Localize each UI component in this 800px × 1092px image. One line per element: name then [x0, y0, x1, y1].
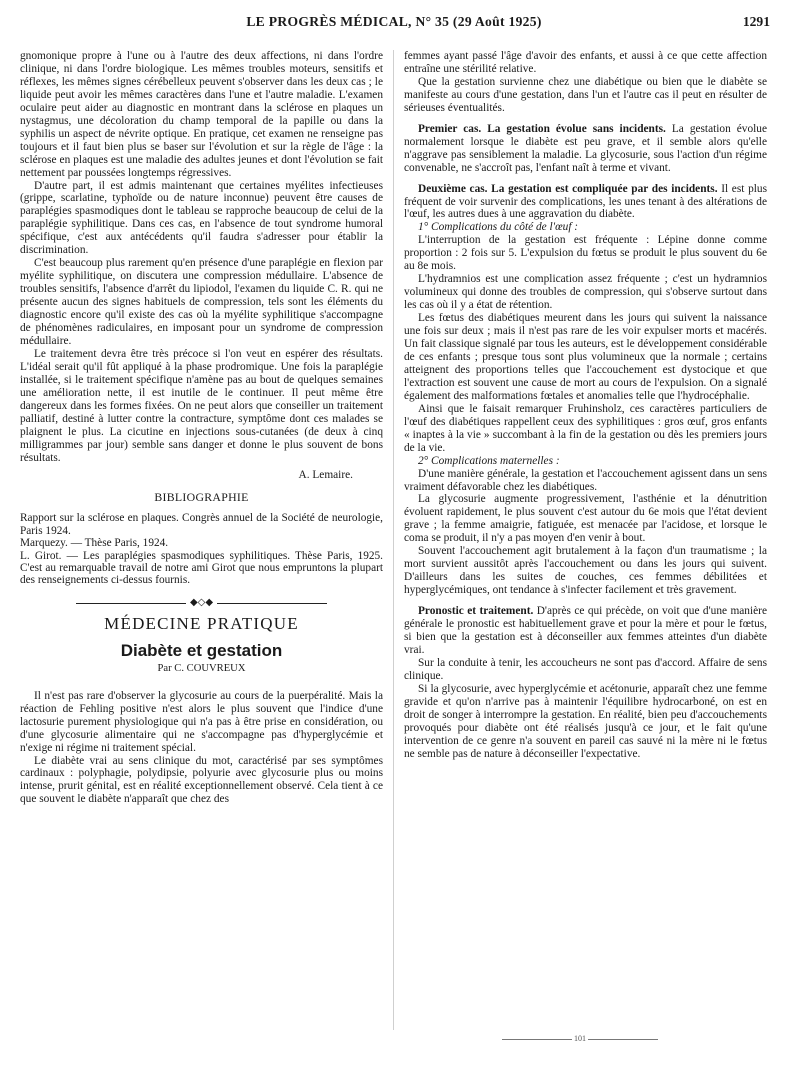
footer-ornament — [480, 1034, 680, 1043]
page-number: 1291 — [742, 14, 770, 29]
prognosis-heading: Pronostic et traitement. — [418, 605, 534, 618]
page-header — [18, 6, 770, 36]
article-title: Diabète et gestation — [120, 640, 283, 660]
paragraph: Le traitement devra être très précoce si l'on veut en espérer des résultats. L'idéal serait qu'il fût appliqué à la phase prodromique. Une fois la paraplégie installée, si le traitement spécifique n'amène pas au bout de quelques semaines une amélioration nette, il est inutile de le continuer. Il peut même être dangereux dans les formes fixées. On ne peut alors que conseiller un traitement palliatif, destiné à lutter contre la contracture, symptôme dont ces malades se plaignent le plus. La cicutine en injections sous-cutanées (de deux à cinq milligrammes par jour) semble sans danger et donne le plus souvent de bons résultats. — [20, 347, 383, 464]
bibliography-entry: Marquezy. — Thèse Paris, 1924. — [20, 537, 169, 550]
paragraph: L'hydramnios est une complication assez fréquente ; c'est un hydramnios volumineux qui donne des troubles de compression, qui s'observe surtout dans les cas où il y a état de rétention. — [404, 273, 767, 312]
paragraph: Ainsi que le faisait remarquer Fruhinsholz, ces caractères particuliers de l'œuf des diabétiques rappellent ceux des syphilitiques : gros œuf, gros enfants « inaptes à la vie » succombant à la fin de la gestation ou dès les premiers jours de la vie. — [404, 402, 767, 454]
section-ornament: ◆◇◆ — [20, 597, 383, 610]
case-paragraph — [404, 123, 767, 175]
article-author: Par C. COUVREUX — [157, 662, 246, 674]
paragraph: D'une manière générale, la gestation et l'accouchement agissent dans un sens vraiment défavorable chez les diabétiques. — [404, 467, 767, 493]
left-column — [20, 50, 383, 806]
paragraph: D'autre part, il est admis maintenant que certaines myélites infectieuses (grippe, scarlatine, typhoïde ou de nature inconnue) peuvent être causes de paraplégies spasmodiques dont le tableau se rapproche beaucoup de celui de la paraplégie syphilitique. Dans ces cas, en l'absence de tout syndrome humoral spécifique, c'est aux antécédents qu'il faudra s'adresser pour établir la discrimination. — [20, 179, 383, 257]
paragraph: Sur la conduite à tenir, les accoucheurs ne sont pas d'accord. Affaire de sens clinique. — [404, 656, 767, 682]
paragraph: L'interruption de la gestation est fréquente : Lépine donne comme proportion : 2 fois sur 5. L'expulsion du fœtus se produit le plus souvent du 6e au 8e mois. — [404, 234, 767, 273]
right-column — [404, 50, 767, 761]
subheading: 2° Complications maternelles : — [418, 454, 560, 467]
footer-ornament-label: 101 — [574, 1034, 586, 1043]
section-title: MÉDECINE PRATIQUE — [104, 613, 299, 633]
paragraph: Souvent l'accouchement agit brutalement à la façon d'un traumatisme ; la mort survient aussitôt après l'accouchement ou dans les jours qui suivent. D'ailleurs dans les suites de couches, ces femmes débilitées et hyperglycémiques, ont tendance à s'infecter facilement et très gravement. — [404, 545, 767, 597]
prognosis-text: D'après ce qui précède, on voit que d'une manière générale le pronostic est habituellement grave et pour la mère et pour le fœtus, si bien que la gestation est à déconseiller aux femmes atteintes d'un diabète vrai. — [404, 605, 767, 656]
bibliography-entry: Rapport sur la sclérose en plaques. Congrès annuel de la Société de neurologie, Paris 1924. — [20, 512, 383, 537]
paragraph: C'est beaucoup plus rarement qu'en présence d'une paraplégie en flexion par myélite syphilitique, on discutera une compression médullaire. L'absence de troubles sensitifs, l'absence d'arrêt du lipiodol, l'examen du liquide C. R. qui ne présente aucun des signes habituels de compression, tels sont les éléments du diagnostic encore qu'il existe des cas où la myélite syphilitique s'accompagne de phénomènes radiculaires, en imposant pour un syndrome de compression médullaire. — [20, 257, 383, 347]
case-paragraph — [404, 183, 767, 222]
case-text: La gestation évolue normalement lorsque le diabète est peu grave, et il semble alors qu'elle n'aggrave pas sensiblement la maladie. La glycosurie, sous l'action d'un régime convenable, ne s'accroît pas, l'enfant naît à terme et vivant. — [404, 122, 767, 174]
paragraph: femmes ayant passé l'âge d'avoir des enfants, et aussi à ce que cette affection entraîne une stérilité relative. — [404, 50, 767, 75]
case-heading: Premier cas. La gestation évolue sans incidents. — [418, 122, 666, 135]
case-heading: Deuxième cas. La gestation est compliquée par des incidents. — [418, 182, 718, 195]
author-signature: A. Lemaire. — [298, 468, 353, 481]
prognosis-paragraph — [404, 605, 767, 657]
case-text: Il est plus fréquent de voir survenir des complications, les unes tenant à des altérations de l'œuf, les autres dues à une aggravation du diabète. — [404, 182, 767, 221]
paragraph: gnomonique propre à l'une ou à l'autre des deux affections, ni dans l'ordre clinique, ni dans l'ordre biologique. Les mêmes troubles moteurs, sensitifs et réflexes, les mêmes signes cérébelleux peuvent s'observer dans les deux cas ; le liquide peut avoir les mêmes caractères dans l'une et l'autre maladie. L'examen oculaire peut aider au diagnostic en montrant dans la sclérose en plaques un nystagmus, une décoloration du champ temporal de la papille ou dans la syphilis un aspect de névrite optique. En pratique, cet examen ne renseigne pas toujours et il faut bien plus se baser sur l'évolution et sur la règle de l'âge : la sclérose en plaques est une maladie des adultes jeunes et dont l'évolution se fait nettement par poussées longtemps régressives. — [20, 50, 383, 179]
paragraph: La glycosurie augmente progressivement, l'asthénie et la dénutrition évoluent rapidement, le plus souvent c'est autour du 6e mois que l'état devient grave ; la femme amaigrie, fatiguée, est menacée par l'acidose, et lorsque le coma se produit, il n'y a pas moyen d'en venir à bout. — [404, 493, 767, 545]
journal-title: LE PROGRÈS MÉDICAL, N° 35 (29 Août 1925) — [246, 14, 542, 29]
paragraph: Il n'est pas rare d'observer la glycosurie au cours de la puerpéralité. Mais la réaction de Fehling positive n'est alors le plus souvent que l'indice d'une lactosurie purement physiologique qui n'a pas à être prise en considération, ou d'une glycosurie alimentaire qui ne s'accompagne pas d'hyperglycémie et n'exige ni régime ni traitement spécial. — [20, 689, 383, 754]
bibliography-heading: BIBLIOGRAPHIE — [154, 490, 249, 505]
paragraph: Les fœtus des diabétiques meurent dans les jours qui suivent la naissance une fois sur deux ; mais il n'est pas rare de les voir expulser morts et macérés. Un fait classique signalé par tous les auteurs, est le développement considérable de ces enfants ; presque tous sont plus volumineux que la normale ; certains atteignent des proportions telles que l'accouchement est dystocique et que l'extraction est souvent une cause de mort au cours de l'expulsion. On a signalé également des malformations fœtales et anomalies telle que l'hydrocéphalie. — [404, 312, 767, 402]
paragraph: Si la glycosurie, avec hyperglycémie et acétonurie, apparaît chez une femme gravide et qu'on n'arrive pas à maintenir l'équilibre hydrocarboné, on est en droit de songer à interrompre la gestation. En réalité, bien peu d'accouchements provoqués pour diabète ont été réalisés jusqu'à ce jour, et le fait qu'une intervention de ce genre n'a souvent en pareil cas sauvé ni la mère ni le fœtus ne semble pas de nature à déconseiller l'expectative. — [404, 682, 767, 760]
column-divider — [393, 50, 394, 1030]
paragraph: Le diabète vrai au sens clinique du mot, caractérisé par ses symptômes cardinaux : polyphagie, polydipsie, polyurie avec glycosurie plus ou moins intense, prurit génital, est en réalité exceptionnellement observé. Cela tient à ce que souvent le diabète n'apparaît que chez des — [20, 754, 383, 806]
subheading: 1° Complications du côté de l'œuf : — [418, 221, 579, 234]
paragraph: Que la gestation survienne chez une diabétique ou bien que le diabète se manifeste au cours d'une gestation, dans l'un et l'autre cas il peut en résulter de sérieuses éventualités. — [404, 75, 767, 114]
bibliography-entry: L. Girot. — Les paraplégies spasmodiques syphilitiques. Thèse Paris, 1925. C'est au remarquable travail de notre ami Girot que nous empruntons la plupart des renseignements ci-dessus fournis. — [20, 549, 383, 587]
